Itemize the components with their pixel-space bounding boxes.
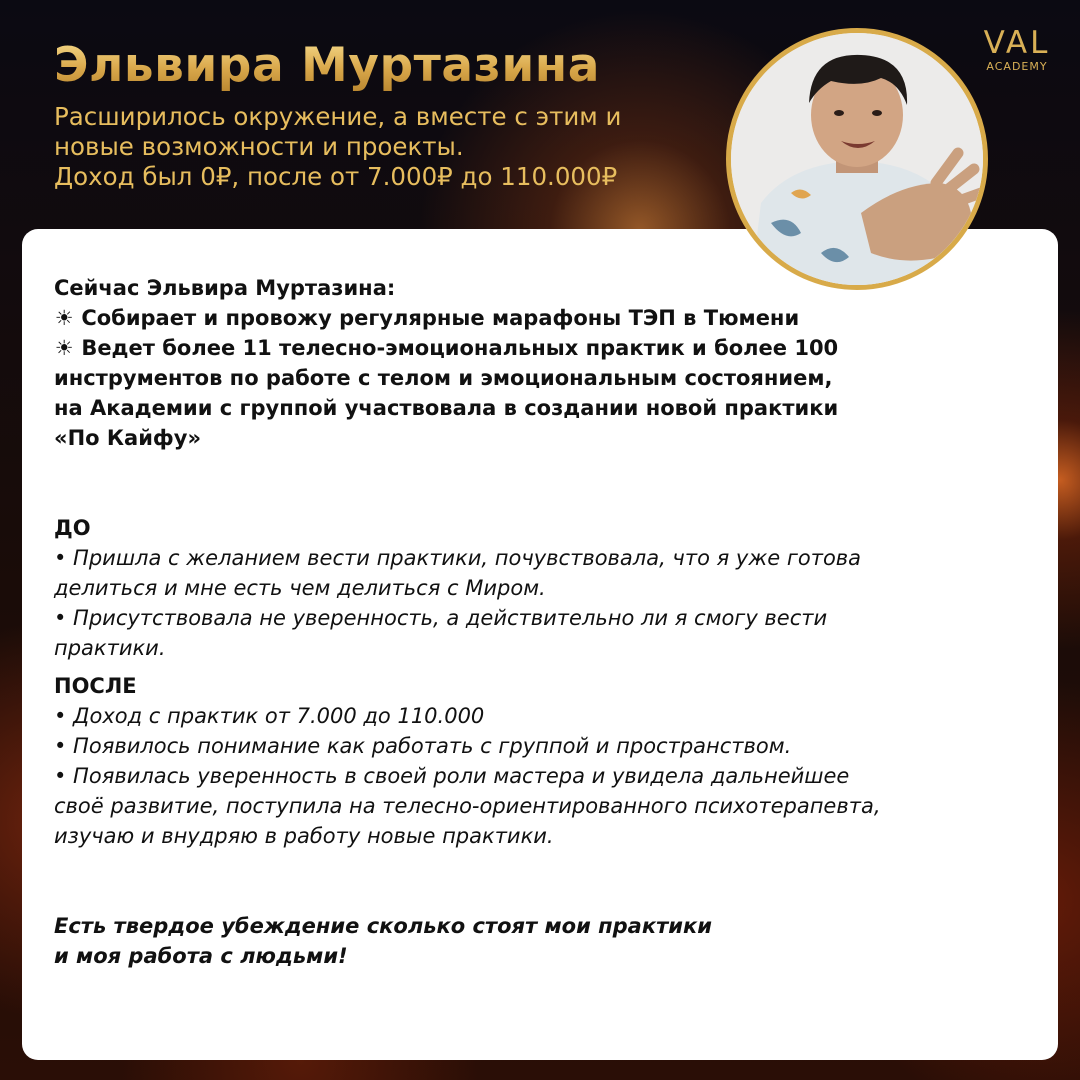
intro-item-text: Ведет более 11 телесно-эмоциональных практик и более 100: [81, 336, 839, 360]
portrait-photo: [726, 28, 988, 290]
intro-heading: Сейчас Эльвира Муртазина:: [54, 276, 396, 300]
logo-main-text: VAL: [983, 25, 1051, 61]
closing-line: Есть твердое убеждение сколько стоят мои практики: [54, 914, 712, 938]
before-line: практики.: [54, 636, 166, 660]
closing-line: и моя работа с людьми!: [54, 944, 348, 968]
sun-icon: ☀: [54, 336, 74, 360]
card-content: [54, 273, 1014, 971]
before-line: • Пришла с желанием вести практики, почувствовала, что я уже готова: [54, 546, 862, 570]
brand-logo: [978, 26, 1056, 74]
subtitle-line: Доход был 0₽, после от 7.000₽ до 110.000₽: [54, 162, 618, 191]
after-line: своё развитие, поступила на телесно-ориентированного психотерапевта,: [54, 794, 881, 818]
before-heading: ДО: [54, 516, 91, 540]
after-line: изучаю и внудряю в работу новые практики.: [54, 824, 554, 848]
portrait-illustration: [731, 33, 983, 285]
sun-icon: ☀: [54, 306, 74, 330]
subtitle: [54, 102, 694, 192]
intro-continuation: инструментов по работе с телом и эмоциональным состоянием,: [54, 366, 833, 390]
after-line: • Появилась уверенность в своей роли мастера и увидела дальнейшее: [54, 764, 850, 788]
logo-sub-text: ACADEMY: [986, 60, 1048, 73]
intro-item: [54, 303, 1014, 333]
intro-continuation: «По Кайфу»: [54, 426, 202, 450]
after-line: • Доход с практик от 7.000 до 110.000: [54, 704, 485, 728]
intro-item: [54, 333, 1014, 363]
intro-continuation: на Академии с группой участвовала в создании новой практики: [54, 396, 839, 420]
content-card: [22, 229, 1058, 1060]
after-heading: ПОСЛЕ: [54, 674, 137, 698]
subtitle-line: Расширилось окружение, а вместе с этим и: [54, 102, 622, 131]
subtitle-line: новые возможности и проекты.: [54, 132, 464, 161]
after-line: • Появилось понимание как работать с группой и пространством.: [54, 734, 792, 758]
page-title: Эльвира Муртазина: [54, 38, 600, 93]
before-line: • Присутствовала не уверенность, а действительно ли я смогу вести: [54, 606, 828, 630]
intro-item-text: Собирает и провожу регулярные марафоны ТЭП в Тюмени: [81, 306, 800, 330]
before-line: делиться и мне есть чем делиться с Миром.: [54, 576, 546, 600]
